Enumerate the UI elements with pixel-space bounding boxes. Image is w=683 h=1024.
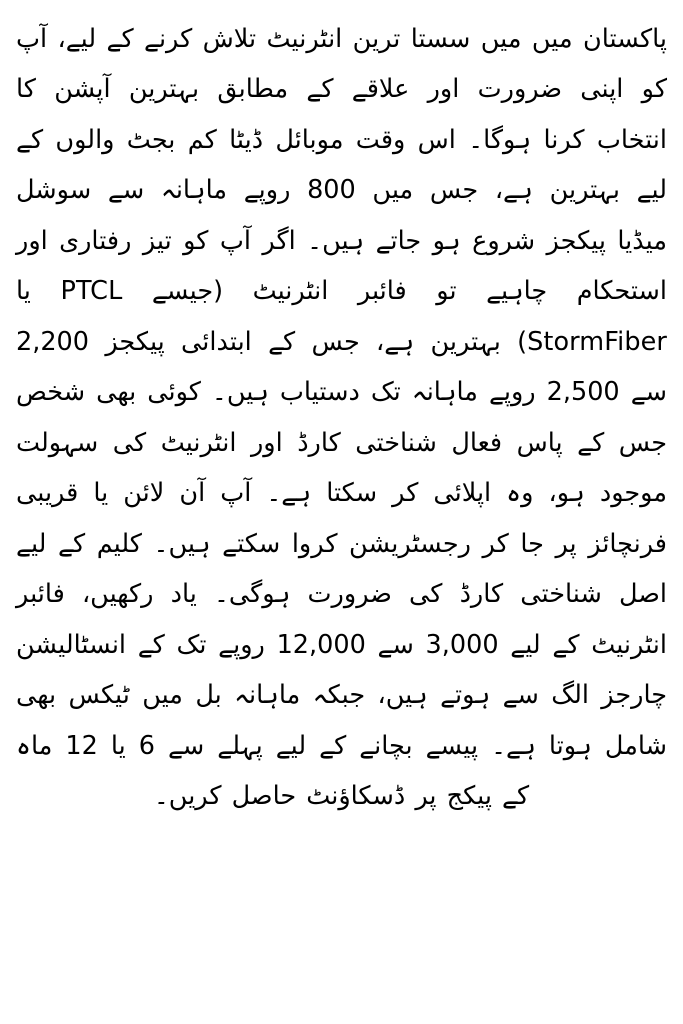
- article-body: [16, 14, 667, 822]
- article-paragraph: پاکستان میں میں سستا ترین انٹرنیٹ تلاش کرنے کے لیے، آپ کو اپنی ضرورت اور علاقے کے مطابق بہترین آپشن کا انتخاب کرنا ہوگا۔ اس وقت موبائل ڈیٹا کم بجٹ والوں کے لیے بہترین ہے، جس میں 800 روپے ماہانہ سے سوشل میڈیا پیکجز شروع ہو جاتے ہیں۔ اگر آپ کو تیز رفتاری اور استحکام چاہیے تو فائبر انٹرنیٹ (جیسے PTCL یا StormFiber) بہترین ہے، جس کے ابتدائی پیکجز 2,200 سے 2,500 روپے ماہانہ تک دستیاب ہیں۔ کوئی بھی شخص جس کے پاس فعال شناختی کارڈ اور انٹرنیٹ کی سہولت موجود ہو، وہ اپلائی کر سکتا ہے۔ آپ آن لائن یا قریبی فرنچائز پر جا کر رجسٹریشن کروا سکتے ہیں۔ کلیم کے لیے اصل شناختی کارڈ کی ضرورت ہوگی۔ یاد رکھیں، فائبر انٹرنیٹ کے لیے 3,000 سے 12,000 روپے تک کے انسٹالیشن چارجز الگ سے ہوتے ہیں، جبکہ ماہانہ بل میں ٹیکس بھی شامل ہوتا ہے۔ پیسے بچانے کے لیے پہلے سے 6 یا 12 ماہ کے پیکج پر ڈسکاؤنٹ حاصل کریں۔: [16, 24, 668, 812]
